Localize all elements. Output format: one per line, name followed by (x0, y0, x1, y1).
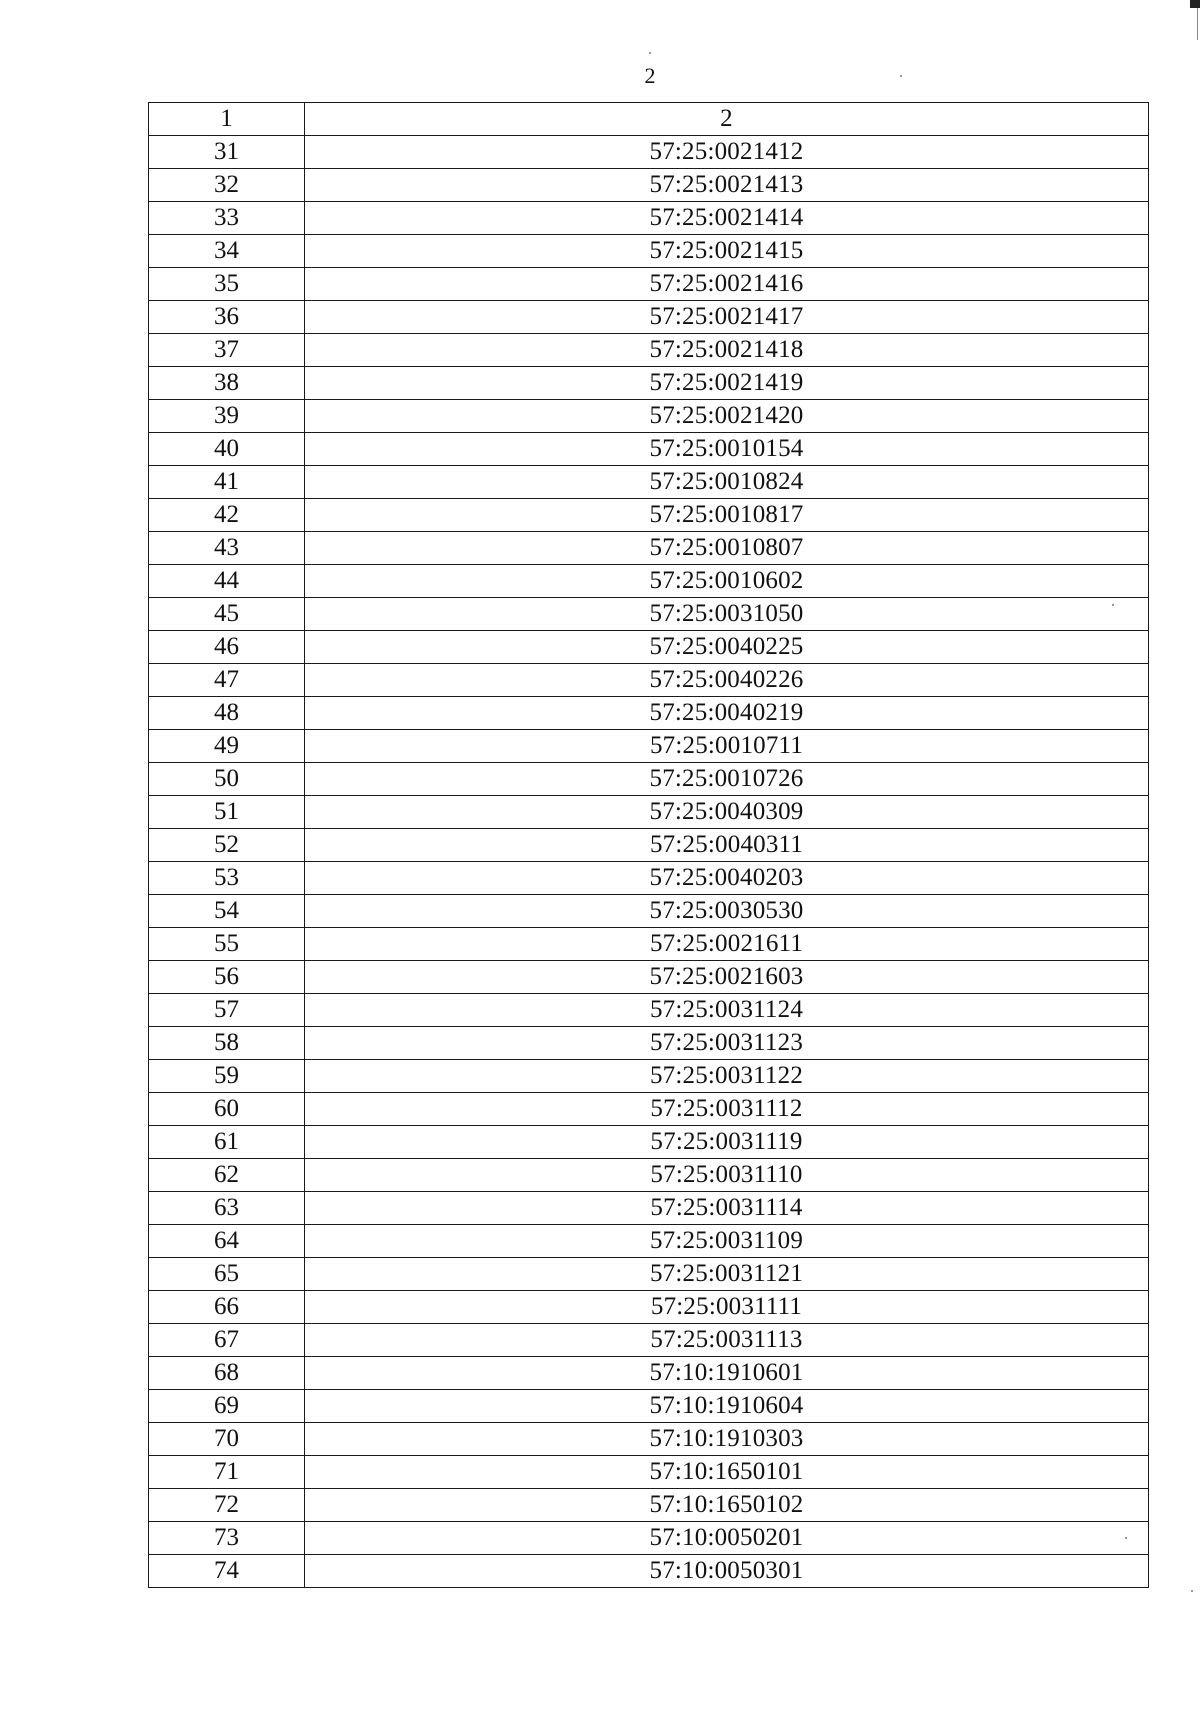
cadastral-number-cell: 57:25:0021611 (305, 928, 1149, 961)
row-number-cell: 58 (149, 1027, 305, 1060)
row-number-cell: 73 (149, 1522, 305, 1555)
cadastral-number-cell: 57:25:0010817 (305, 499, 1149, 532)
cadastral-number-cell: 57:25:0021603 (305, 961, 1149, 994)
table-row (149, 862, 1149, 895)
cadastral-number-cell: 57:25:0031114 (305, 1192, 1149, 1225)
row-number-cell: 46 (149, 631, 305, 664)
table-row (149, 235, 1149, 268)
row-number-cell: 39 (149, 400, 305, 433)
cadastral-number-cell: 57:25:0040203 (305, 862, 1149, 895)
cadastral-number-cell: 57:25:0021413 (305, 169, 1149, 202)
row-number-cell: 35 (149, 268, 305, 301)
cadastral-number-cell: 57:25:0010807 (305, 532, 1149, 565)
cadastral-number-cell: 57:25:0021414 (305, 202, 1149, 235)
row-number-cell: 66 (149, 1291, 305, 1324)
table-row (149, 1489, 1149, 1522)
scan-speck (1125, 1537, 1127, 1539)
row-number-cell: 60 (149, 1093, 305, 1126)
row-number-cell: 47 (149, 664, 305, 697)
cadastral-number-cell: 57:25:0031119 (305, 1126, 1149, 1159)
cadastral-number-cell: 57:25:0031050 (305, 598, 1149, 631)
row-number-cell: 32 (149, 169, 305, 202)
table-row (149, 400, 1149, 433)
table-row (149, 730, 1149, 763)
cadastral-number-cell: 57:10:1910601 (305, 1357, 1149, 1390)
table-row (149, 1192, 1149, 1225)
row-number-cell: 61 (149, 1126, 305, 1159)
cadastral-number-cell: 57:25:0031113 (305, 1324, 1149, 1357)
table-row (149, 1522, 1149, 1555)
cadastral-number-cell: 57:10:0050201 (305, 1522, 1149, 1555)
cadastral-number-cell: 57:25:0010726 (305, 763, 1149, 796)
row-number-cell: 38 (149, 367, 305, 400)
table-row (149, 301, 1149, 334)
cadastral-number-cell: 57:25:0021416 (305, 268, 1149, 301)
cadastral-number-cell: 57:10:1650102 (305, 1489, 1149, 1522)
table-row (149, 1060, 1149, 1093)
row-number-cell: 57 (149, 994, 305, 1027)
row-number-cell: 42 (149, 499, 305, 532)
row-number-cell: 33 (149, 202, 305, 235)
row-number-cell: 63 (149, 1192, 305, 1225)
row-number-cell: 34 (149, 235, 305, 268)
table-row (149, 1126, 1149, 1159)
cadastral-number-cell: 57:10:1910604 (305, 1390, 1149, 1423)
row-number-cell: 62 (149, 1159, 305, 1192)
table-row (149, 268, 1149, 301)
table-row (149, 565, 1149, 598)
row-number-cell: 44 (149, 565, 305, 598)
table-row (149, 499, 1149, 532)
row-number-cell: 68 (149, 1357, 305, 1390)
row-number-cell: 40 (149, 433, 305, 466)
page-number: 2 (644, 63, 656, 88)
cadastral-number-table (148, 102, 1149, 1588)
table-row (149, 1291, 1149, 1324)
table-row (149, 763, 1149, 796)
table-row (149, 532, 1149, 565)
table-row (149, 1390, 1149, 1423)
cadastral-number-cell: 57:25:0040311 (305, 829, 1149, 862)
cadastral-number-cell: 57:25:0010602 (305, 565, 1149, 598)
table-body (149, 136, 1149, 1588)
cadastral-number-cell: 57:25:0031123 (305, 1027, 1149, 1060)
column-header-code: 2 (305, 103, 1149, 136)
row-number-cell: 56 (149, 961, 305, 994)
cadastral-number-cell: 57:25:0010711 (305, 730, 1149, 763)
cadastral-number-cell: 57:25:0040309 (305, 796, 1149, 829)
row-number-cell: 67 (149, 1324, 305, 1357)
table-row (149, 1225, 1149, 1258)
row-number-cell: 54 (149, 895, 305, 928)
table-row (149, 961, 1149, 994)
row-number-cell: 65 (149, 1258, 305, 1291)
row-number-cell: 50 (149, 763, 305, 796)
scan-edge-line (1197, 8, 1198, 40)
row-number-cell: 51 (149, 796, 305, 829)
row-number-cell: 59 (149, 1060, 305, 1093)
table-row (149, 1027, 1149, 1060)
table-row (149, 796, 1149, 829)
table-row (149, 136, 1149, 169)
table-row (149, 202, 1149, 235)
scan-speck (1191, 1590, 1193, 1592)
table-row (149, 1555, 1149, 1588)
row-number-cell: 37 (149, 334, 305, 367)
cadastral-number-cell: 57:10:0050301 (305, 1555, 1149, 1588)
table-row (149, 1423, 1149, 1456)
cadastral-number-cell: 57:10:1910303 (305, 1423, 1149, 1456)
table-row (149, 169, 1149, 202)
table-row (149, 367, 1149, 400)
scan-edge-mark (1190, 0, 1200, 8)
cadastral-number-cell: 57:25:0021419 (305, 367, 1149, 400)
row-number-cell: 55 (149, 928, 305, 961)
table-row (149, 697, 1149, 730)
row-number-cell: 45 (149, 598, 305, 631)
cadastral-number-cell: 57:25:0021417 (305, 301, 1149, 334)
row-number-cell: 43 (149, 532, 305, 565)
cadastral-number-cell: 57:25:0021418 (305, 334, 1149, 367)
table-row (149, 664, 1149, 697)
scan-speck (649, 52, 651, 54)
row-number-cell: 41 (149, 466, 305, 499)
row-number-cell: 71 (149, 1456, 305, 1489)
cadastral-number-cell: 57:25:0031122 (305, 1060, 1149, 1093)
table-row (149, 1456, 1149, 1489)
cadastral-number-cell: 57:25:0031112 (305, 1093, 1149, 1126)
table-row (149, 466, 1149, 499)
cadastral-number-cell: 57:25:0021420 (305, 400, 1149, 433)
cadastral-number-cell: 57:25:0031121 (305, 1258, 1149, 1291)
cadastral-number-cell: 57:25:0040225 (305, 631, 1149, 664)
cadastral-number-cell: 57:25:0010824 (305, 466, 1149, 499)
row-number-cell: 69 (149, 1390, 305, 1423)
table-row (149, 1159, 1149, 1192)
row-number-cell: 74 (149, 1555, 305, 1588)
row-number-cell: 36 (149, 301, 305, 334)
row-number-cell: 48 (149, 697, 305, 730)
cadastral-number-cell: 57:25:0030530 (305, 895, 1149, 928)
table-row (149, 334, 1149, 367)
cadastral-number-cell: 57:10:1650101 (305, 1456, 1149, 1489)
table-row (149, 994, 1149, 1027)
scan-speck (1112, 604, 1114, 606)
table-row (149, 1093, 1149, 1126)
table-row (149, 631, 1149, 664)
row-number-cell: 49 (149, 730, 305, 763)
table-row (149, 928, 1149, 961)
row-number-cell: 64 (149, 1225, 305, 1258)
row-number-cell: 70 (149, 1423, 305, 1456)
cadastral-number-cell: 57:25:0021412 (305, 136, 1149, 169)
row-number-cell: 53 (149, 862, 305, 895)
table-row (149, 598, 1149, 631)
row-number-cell: 72 (149, 1489, 305, 1522)
cadastral-number-cell: 57:25:0021415 (305, 235, 1149, 268)
table-header-row (149, 103, 1149, 136)
scan-speck (900, 75, 902, 77)
column-header-number: 1 (149, 103, 305, 136)
cadastral-number-cell: 57:25:0010154 (305, 433, 1149, 466)
table-row (149, 1324, 1149, 1357)
table-row (149, 1357, 1149, 1390)
table-row (149, 1258, 1149, 1291)
row-number-cell: 52 (149, 829, 305, 862)
table-row (149, 829, 1149, 862)
cadastral-number-cell: 57:25:0040219 (305, 697, 1149, 730)
cadastral-number-cell: 57:25:0031109 (305, 1225, 1149, 1258)
cadastral-number-cell: 57:25:0031110 (305, 1159, 1149, 1192)
document-table-container (148, 102, 1148, 1588)
cadastral-number-cell: 57:25:0040226 (305, 664, 1149, 697)
cadastral-number-cell: 57:25:0031111 (305, 1291, 1149, 1324)
row-number-cell: 31 (149, 136, 305, 169)
table-row (149, 433, 1149, 466)
table-row (149, 895, 1149, 928)
cadastral-number-cell: 57:25:0031124 (305, 994, 1149, 1027)
